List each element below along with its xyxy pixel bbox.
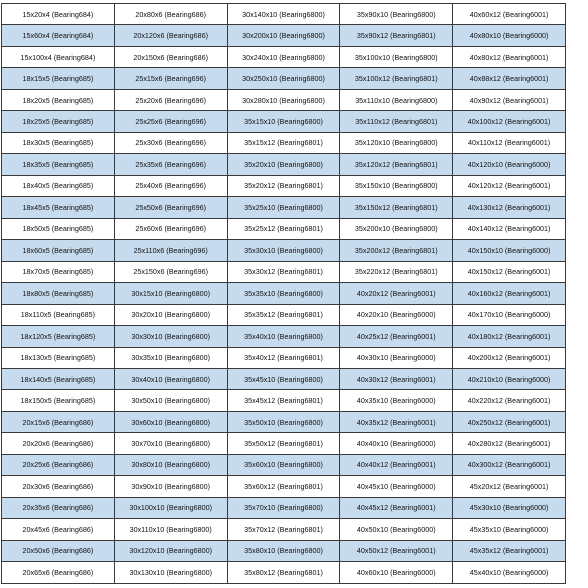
table-row (2, 46, 566, 67)
table-cell: 35x120x12 (Bearing6801) (340, 154, 453, 175)
table-cell: 40x20x10 (Bearing6000) (340, 304, 453, 325)
table-cell: 20x25x6 (Bearing686) (2, 454, 115, 475)
table-cell: 15x20x4 (Bearing684) (2, 4, 115, 25)
table-cell: 30x240x10 (Bearing6800) (227, 46, 340, 67)
table-cell: 18x120x5 (Bearing685) (2, 326, 115, 347)
table-cell: 40x20x12 (Bearing6001) (340, 283, 453, 304)
table-cell: 25x150x6 (Bearing696) (114, 261, 227, 282)
table-cell: 40x160x12 (Bearing6001) (453, 283, 566, 304)
table-cell: 30x280x10 (Bearing6800) (227, 89, 340, 110)
table-cell: 35x70x10 (Bearing6800) (227, 497, 340, 518)
table-row (2, 540, 566, 561)
table-cell: 30x130x10 (Bearing6800) (114, 562, 227, 583)
table-cell: 35x20x12 (Bearing6801) (227, 175, 340, 196)
table-cell: 35x20x10 (Bearing6800) (227, 154, 340, 175)
table-cell: 35x30x12 (Bearing6801) (227, 261, 340, 282)
table-cell: 18x25x5 (Bearing685) (2, 111, 115, 132)
table-cell: 40x200x12 (Bearing6001) (453, 347, 566, 368)
table-cell: 35x200x10 (Bearing6800) (340, 218, 453, 239)
table-cell: 35x150x10 (Bearing6800) (340, 175, 453, 196)
table-cell: 35x25x10 (Bearing6800) (227, 197, 340, 218)
table-cell: 40x40x10 (Bearing6000) (340, 433, 453, 454)
table-cell: 40x110x12 (Bearing6001) (453, 132, 566, 153)
table-cell: 40x50x12 (Bearing6001) (340, 540, 453, 561)
table-cell: 35x60x12 (Bearing6801) (227, 476, 340, 497)
table-cell: 30x250x10 (Bearing6800) (227, 68, 340, 89)
table-cell: 40x150x12 (Bearing6001) (453, 261, 566, 282)
table-cell: 18x60x5 (Bearing685) (2, 240, 115, 261)
table-cell: 35x15x12 (Bearing6801) (227, 132, 340, 153)
table-body (2, 4, 566, 584)
table-cell: 45x35x10 (Bearing6000) (453, 519, 566, 540)
table-cell: 40x170x10 (Bearing6000) (453, 304, 566, 325)
table-cell: 25x15x6 (Bearing696) (114, 68, 227, 89)
table-cell: 40x280x12 (Bearing6001) (453, 433, 566, 454)
table-cell: 35x120x10 (Bearing6800) (340, 132, 453, 153)
table-cell: 40x35x12 (Bearing6001) (340, 411, 453, 432)
table-cell: 40x60x10 (Bearing6000) (340, 562, 453, 583)
table-row (2, 347, 566, 368)
table-cell: 30x50x10 (Bearing6800) (114, 390, 227, 411)
table-cell: 25x20x6 (Bearing696) (114, 89, 227, 110)
table-cell: 35x30x10 (Bearing6800) (227, 240, 340, 261)
table-cell: 40x30x12 (Bearing6001) (340, 368, 453, 389)
table-cell: 40x120x10 (Bearing6000) (453, 154, 566, 175)
table-row (2, 326, 566, 347)
table-cell: 30x110x10 (Bearing6800) (114, 519, 227, 540)
table-cell: 40x300x12 (Bearing6001) (453, 454, 566, 475)
table-cell: 40x45x12 (Bearing6001) (340, 497, 453, 518)
table-row (2, 197, 566, 218)
table-cell: 40x140x12 (Bearing6001) (453, 218, 566, 239)
table-row (2, 368, 566, 389)
table-cell: 18x50x5 (Bearing685) (2, 218, 115, 239)
table-row (2, 68, 566, 89)
table-cell: 40x180x12 (Bearing6001) (453, 326, 566, 347)
table-row (2, 411, 566, 432)
table-cell: 35x150x12 (Bearing6801) (340, 197, 453, 218)
table-cell: 30x15x10 (Bearing6800) (114, 283, 227, 304)
table-cell: 35x35x12 (Bearing6801) (227, 304, 340, 325)
table-cell: 18x40x5 (Bearing685) (2, 175, 115, 196)
table-cell: 18x45x5 (Bearing685) (2, 197, 115, 218)
table-cell: 30x80x10 (Bearing6800) (114, 454, 227, 475)
table-cell: 18x70x5 (Bearing685) (2, 261, 115, 282)
table-cell: 35x50x12 (Bearing6801) (227, 433, 340, 454)
table-cell: 35x90x12 (Bearing6801) (340, 25, 453, 46)
table-cell: 35x200x12 (Bearing6801) (340, 240, 453, 261)
table-cell: 35x50x10 (Bearing6800) (227, 411, 340, 432)
table-cell: 45x40x10 (Bearing6000) (453, 562, 566, 583)
table-cell: 40x100x12 (Bearing6001) (453, 111, 566, 132)
table-row (2, 111, 566, 132)
table-cell: 30x60x10 (Bearing6800) (114, 411, 227, 432)
table-cell: 20x35x6 (Bearing686) (2, 497, 115, 518)
table-cell: 35x25x12 (Bearing6801) (227, 218, 340, 239)
table-cell: 40x60x12 (Bearing6001) (453, 4, 566, 25)
table-row (2, 240, 566, 261)
table-cell: 25x25x6 (Bearing696) (114, 111, 227, 132)
table-row (2, 89, 566, 110)
table-cell: 18x140x5 (Bearing685) (2, 368, 115, 389)
table-row (2, 175, 566, 196)
table-cell: 18x130x5 (Bearing685) (2, 347, 115, 368)
table-cell: 35x45x12 (Bearing6801) (227, 390, 340, 411)
table-cell: 20x65x6 (Bearing686) (2, 562, 115, 583)
table-cell: 40x88x12 (Bearing6001) (453, 68, 566, 89)
table-row (2, 261, 566, 282)
table-cell: 18x30x5 (Bearing685) (2, 132, 115, 153)
table-cell: 40x250x12 (Bearing6001) (453, 411, 566, 432)
table-cell: 20x45x6 (Bearing686) (2, 519, 115, 540)
table-row (2, 454, 566, 475)
table-cell: 25x35x6 (Bearing696) (114, 154, 227, 175)
table-cell: 40x220x12 (Bearing6001) (453, 390, 566, 411)
table-cell: 18x35x5 (Bearing685) (2, 154, 115, 175)
table-cell: 25x60x6 (Bearing696) (114, 218, 227, 239)
table-cell: 45x20x12 (Bearing6001) (453, 476, 566, 497)
table-cell: 18x20x5 (Bearing685) (2, 89, 115, 110)
table-cell: 20x30x6 (Bearing686) (2, 476, 115, 497)
table-row (2, 283, 566, 304)
table-cell: 20x80x6 (Bearing686) (114, 4, 227, 25)
table-cell: 45x30x10 (Bearing6000) (453, 497, 566, 518)
table-cell: 35x80x10 (Bearing6800) (227, 540, 340, 561)
table-row (2, 4, 566, 25)
table-cell: 40x90x12 (Bearing6001) (453, 89, 566, 110)
table-cell: 40x210x10 (Bearing6000) (453, 368, 566, 389)
table-cell: 40x35x10 (Bearing6000) (340, 390, 453, 411)
bearing-spec-table (1, 3, 566, 584)
table-cell: 25x40x6 (Bearing696) (114, 175, 227, 196)
table-cell: 30x20x10 (Bearing6800) (114, 304, 227, 325)
table-cell: 40x150x10 (Bearing6000) (453, 240, 566, 261)
table-cell: 25x110x6 (Bearing696) (114, 240, 227, 261)
table-cell: 30x35x10 (Bearing6800) (114, 347, 227, 368)
table-cell: 20x15x6 (Bearing686) (2, 411, 115, 432)
table-cell: 15x100x4 (Bearing684) (2, 46, 115, 67)
table-cell: 35x90x10 (Bearing6800) (340, 4, 453, 25)
table-cell: 35x15x10 (Bearing6800) (227, 111, 340, 132)
table-cell: 40x45x10 (Bearing6000) (340, 476, 453, 497)
table-cell: 30x90x10 (Bearing6800) (114, 476, 227, 497)
table-cell: 45x35x12 (Bearing6001) (453, 540, 566, 561)
table-cell: 30x30x10 (Bearing6800) (114, 326, 227, 347)
table-cell: 15x60x4 (Bearing684) (2, 25, 115, 46)
table-cell: 35x70x12 (Bearing6801) (227, 519, 340, 540)
table-cell: 35x100x12 (Bearing6801) (340, 68, 453, 89)
table-row (2, 476, 566, 497)
table-cell: 35x100x10 (Bearing6800) (340, 46, 453, 67)
table-row (2, 562, 566, 583)
table-cell: 25x30x6 (Bearing696) (114, 132, 227, 153)
table-cell: 40x40x12 (Bearing6001) (340, 454, 453, 475)
table-cell: 35x40x12 (Bearing6801) (227, 347, 340, 368)
table-cell: 35x35x10 (Bearing6800) (227, 283, 340, 304)
table-cell: 18x15x5 (Bearing685) (2, 68, 115, 89)
table-cell: 30x120x10 (Bearing6800) (114, 540, 227, 561)
table-cell: 35x45x10 (Bearing6800) (227, 368, 340, 389)
table-row (2, 390, 566, 411)
table-cell: 40x25x12 (Bearing6001) (340, 326, 453, 347)
table-row (2, 433, 566, 454)
table-row (2, 497, 566, 518)
table-cell: 20x150x6 (Bearing686) (114, 46, 227, 67)
table-row (2, 132, 566, 153)
table-cell: 20x50x6 (Bearing686) (2, 540, 115, 561)
table-cell: 35x220x12 (Bearing6801) (340, 261, 453, 282)
table-cell: 40x130x12 (Bearing6001) (453, 197, 566, 218)
table-cell: 35x110x10 (Bearing6800) (340, 89, 453, 110)
table-cell: 25x50x6 (Bearing696) (114, 197, 227, 218)
table-cell: 35x80x12 (Bearing6801) (227, 562, 340, 583)
table-cell: 35x60x10 (Bearing6800) (227, 454, 340, 475)
table-cell: 35x110x12 (Bearing6801) (340, 111, 453, 132)
table-cell: 30x40x10 (Bearing6800) (114, 368, 227, 389)
table-cell: 18x110x5 (Bearing685) (2, 304, 115, 325)
table-cell: 40x120x12 (Bearing6001) (453, 175, 566, 196)
table-cell: 40x30x10 (Bearing6000) (340, 347, 453, 368)
table-row (2, 25, 566, 46)
table-cell: 20x20x6 (Bearing686) (2, 433, 115, 454)
table-cell: 40x80x10 (Bearing6000) (453, 25, 566, 46)
table-cell: 30x140x10 (Bearing6800) (227, 4, 340, 25)
table-row (2, 519, 566, 540)
table-cell: 18x150x5 (Bearing685) (2, 390, 115, 411)
table-cell: 40x50x10 (Bearing6000) (340, 519, 453, 540)
table-row (2, 218, 566, 239)
table-cell: 30x200x10 (Bearing6800) (227, 25, 340, 46)
table-cell: 35x40x10 (Bearing6800) (227, 326, 340, 347)
table-cell: 20x120x6 (Bearing686) (114, 25, 227, 46)
table-cell: 30x70x10 (Bearing6800) (114, 433, 227, 454)
table-row (2, 154, 566, 175)
table-row (2, 304, 566, 325)
table-cell: 18x80x5 (Bearing685) (2, 283, 115, 304)
table-cell: 30x100x10 (Bearing6800) (114, 497, 227, 518)
table-cell: 40x80x12 (Bearing6001) (453, 46, 566, 67)
